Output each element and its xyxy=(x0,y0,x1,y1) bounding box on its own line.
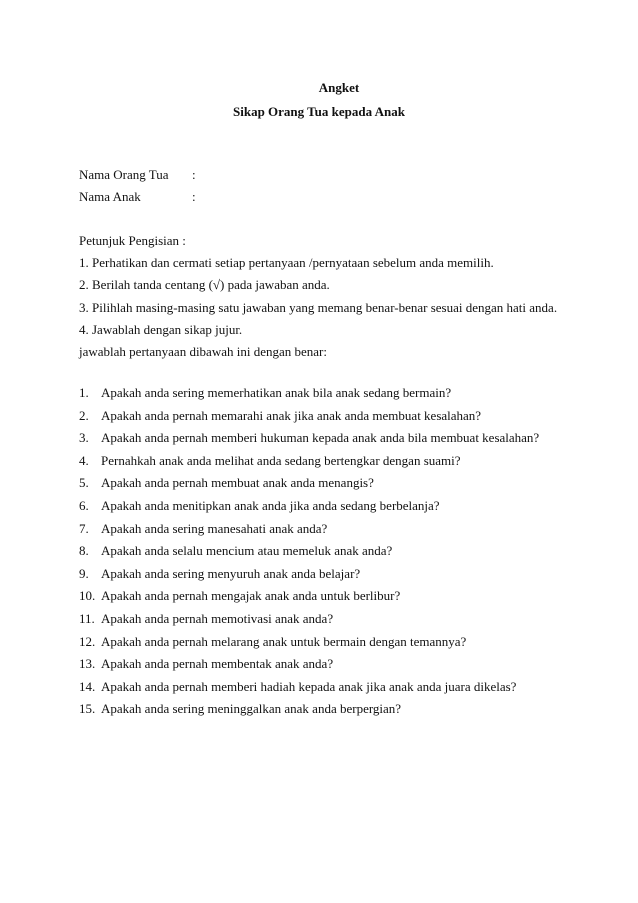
question-text: Apakah anda sering menyuruh anak anda belajar? xyxy=(101,565,361,581)
question-text: Apakah anda pernah memarahi anak jika anak anda membuat kesalahan? xyxy=(101,407,482,423)
question-number: 10. xyxy=(79,588,96,604)
question-text: Apakah anda sering memerhatikan anak bila anak sedang bermain? xyxy=(101,385,452,400)
question-item xyxy=(79,653,599,676)
instruction-item: 4. Jawablah dengan sikap jujur. xyxy=(79,321,243,337)
question-item xyxy=(79,676,599,699)
field-child-name xyxy=(79,186,379,208)
question-number: 6. xyxy=(79,497,89,513)
question-text: Apakah anda selalu mencium atau memeluk anak anda? xyxy=(101,543,393,559)
question-item xyxy=(79,608,599,631)
field-colon: : xyxy=(192,167,196,182)
instructions-closing: jawablah pertanyaan dibawah ini dengan benar: xyxy=(79,343,327,359)
instruction-item: 2. Berilah tanda centang (√) pada jawaban anda. xyxy=(79,277,330,293)
question-number: 1. xyxy=(79,385,89,400)
question-item xyxy=(79,495,599,518)
question-item xyxy=(79,472,599,495)
question-text: Apakah anda pernah memberi hukuman kepada anak anda bila membuat kesalahan? xyxy=(101,430,540,446)
question-number: 7. xyxy=(79,520,89,536)
question-text: Apakah anda pernah membentak anak anda? xyxy=(101,656,334,672)
question-text: Apakah anda sering meninggalkan anak anda berpergian? xyxy=(101,701,402,717)
question-item xyxy=(79,585,599,608)
question-number: 4. xyxy=(79,452,89,468)
question-text: Apakah anda menitipkan anak anda jika anda sedang berbelanja? xyxy=(101,497,440,513)
question-item xyxy=(79,382,599,405)
question-item xyxy=(79,518,599,541)
question-text: Apakah anda pernah memberi hadiah kepada anak jika anak anda juara dikelas? xyxy=(101,678,517,694)
question-text: Apakah anda pernah melarang anak untuk bermain dengan temannya? xyxy=(101,633,467,649)
question-number: 5. xyxy=(79,475,89,491)
field-colon: : xyxy=(192,189,196,204)
field-parent-name xyxy=(79,164,379,186)
question-number: 3. xyxy=(79,430,89,446)
document-title xyxy=(0,76,638,124)
title-angket: Angket xyxy=(318,80,360,95)
identity-fields xyxy=(79,164,379,208)
question-number: 14. xyxy=(79,678,96,694)
question-item xyxy=(79,405,599,428)
title-subtitle: Sikap Orang Tua kepada Anak xyxy=(233,104,405,119)
question-item xyxy=(79,698,599,721)
question-item xyxy=(79,450,599,473)
instructions-heading: Petunjuk Pengisian : xyxy=(79,233,186,248)
question-number: 13. xyxy=(79,656,96,672)
question-number: 15. xyxy=(79,701,96,717)
question-number: 8. xyxy=(79,543,89,559)
question-item xyxy=(79,563,599,586)
question-number: 9. xyxy=(79,565,89,581)
question-text: Pernahkah anak anda melihat anda sedang bertengkar dengan suami? xyxy=(101,452,461,468)
instruction-item: 1. Perhatikan dan cermati setiap pertanyaan /pernyataan sebelum anda memilih. xyxy=(79,255,494,271)
field-label: Nama Anak xyxy=(79,189,141,204)
question-item xyxy=(79,427,599,450)
field-label: Nama Orang Tua xyxy=(79,167,169,182)
question-text: Apakah anda pernah membuat anak anda menangis? xyxy=(101,475,374,491)
instruction-item: 3. Pilihlah masing-masing satu jawaban yang memang benar-benar sesuai dengan hati anda. xyxy=(79,299,558,315)
instructions xyxy=(79,230,599,363)
question-item xyxy=(79,540,599,563)
question-text: Apakah anda sering manesahati anak anda? xyxy=(101,520,328,536)
question-number: 12. xyxy=(79,633,96,649)
question-item xyxy=(79,631,599,654)
question-text: Apakah anda pernah memotivasi anak anda? xyxy=(101,610,334,626)
question-number: 2. xyxy=(79,407,89,423)
question-list xyxy=(79,382,599,721)
question-number: 11. xyxy=(79,610,95,626)
question-text: Apakah anda pernah mengajak anak anda untuk berlibur? xyxy=(101,588,401,604)
